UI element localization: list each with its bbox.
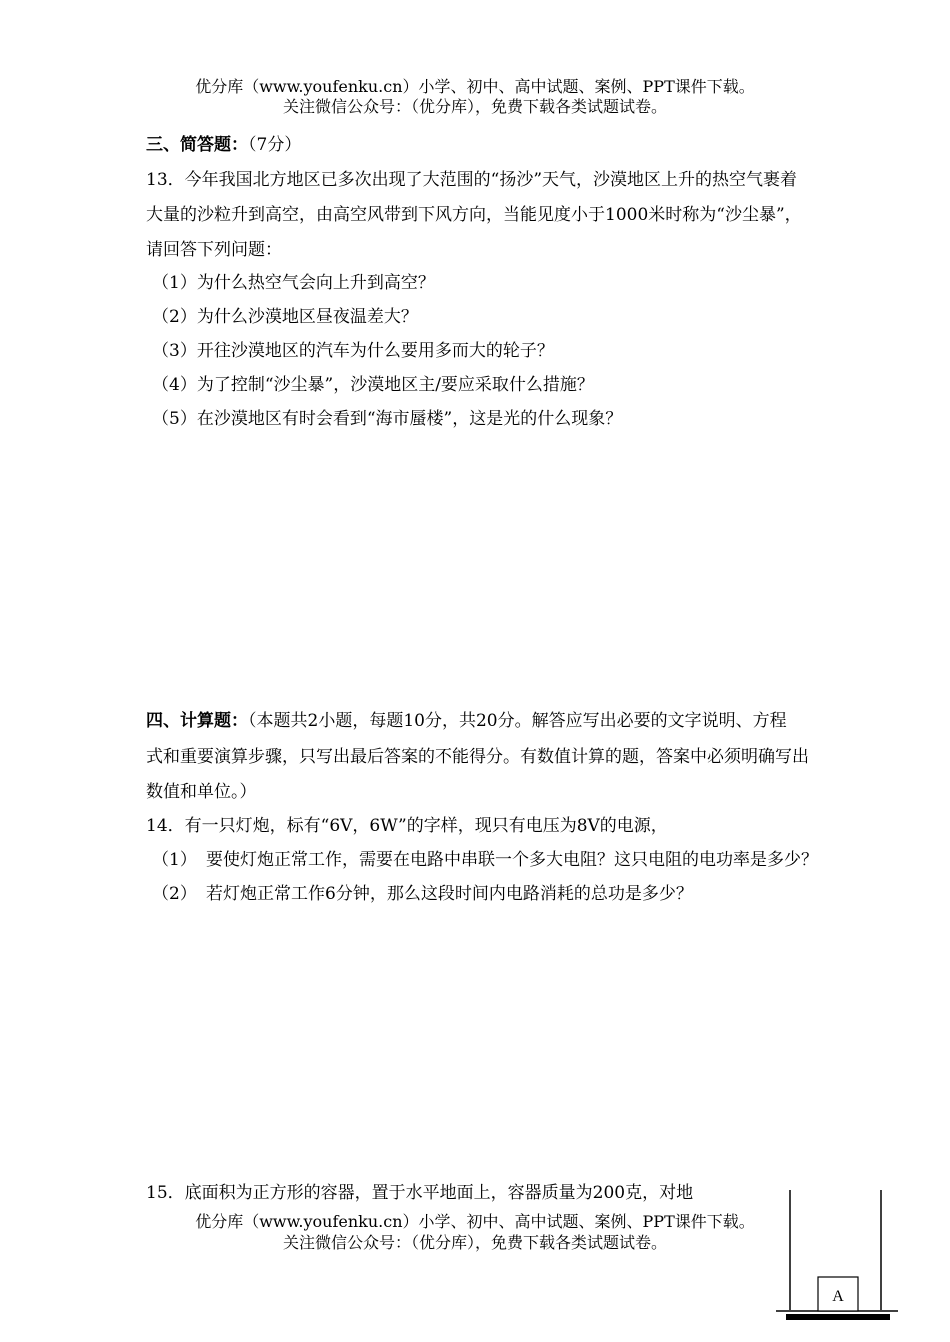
- q13-line-2: 大量的沙粒升到高空，由高空风带到下风方向，当能见度小于1000米时称为“沙尘暴”，: [146, 205, 802, 225]
- q14-part-2-text: 若灯炮正常工作6分钟，那么这段时间内电路消耗的总功是多少？: [206, 884, 693, 904]
- section-4-title: 四、计算题：: [146, 711, 248, 731]
- q14-part-1-number: （1）: [152, 850, 197, 870]
- section-3-title: 三、简答题：: [146, 135, 248, 155]
- q13-part-5: （5）在沙漠地区有时会看到“海市蜃楼”，这是光的什么现象？: [152, 409, 623, 429]
- ground: [786, 1314, 890, 1320]
- q14-part-2: [152, 883, 693, 905]
- header-line-2: 关注微信公众号：（优分库），免费下载各类试题试卷。: [282, 97, 667, 116]
- q14-stem: 14．有一只灯炮，标有“6V，6W”的字样，现只有电压为8V的电源，: [146, 816, 668, 836]
- section-3-points: （7分）: [248, 135, 302, 155]
- q13-line-3: 请回答下列问题：: [146, 240, 282, 260]
- footer-line-2: 关注微信公众号：（优分库），免费下载各类试题试卷。: [282, 1233, 667, 1252]
- section-4-instructions-3: 数值和单位。）: [146, 782, 257, 802]
- container-figure: [770, 1180, 950, 1342]
- q14-part-2-number: （2）: [152, 884, 197, 904]
- q14-part-1-text: 要使灯炮正常工作，需要在电路中串联一个多大电阻？这只电阻的电功率是多少？: [206, 850, 818, 870]
- q14-part-1: [152, 849, 818, 871]
- section-4-instructions-1: （本题共2小题，每题10分，共20分。解答应写出必要的文字说明、方程: [248, 711, 787, 731]
- section-4-heading: [146, 710, 787, 732]
- q15-stem: 15．底面积为正方形的容器，置于水平地面上，容器质量为200克，对地: [146, 1183, 694, 1203]
- q13-part-4: （4）为了控制“沙尘暴”，沙漠地区主/要应采取什么措施？: [152, 375, 594, 395]
- q13-part-3: （3）开往沙漠地区的汽车为什么要用多而大的轮子？: [152, 341, 554, 361]
- q13-part-1: （1）为什么热空气会向上升到高空？: [152, 273, 435, 293]
- header-line-1: 优分库（www.youfenku.cn）小学、初中、高中试题、案例、PPT课件下载。: [195, 77, 755, 96]
- section-3-heading: [146, 134, 301, 156]
- block-a-label: A: [832, 1288, 844, 1305]
- q13-part-2: （2）为什么沙漠地区昼夜温差大？: [152, 307, 418, 327]
- q13-line-1: 13．今年我国北方地区已多次出现了大范围的“扬沙”天气，沙漠地区上升的热空气裹着: [146, 170, 798, 190]
- footer-line-1: 优分库（www.youfenku.cn）小学、初中、高中试题、案例、PPT课件下载。: [195, 1212, 755, 1231]
- section-4-instructions-2: 式和重要演算步骤，只写出最后答案的不能得分。有数值计算的题，答案中必须明确写出: [146, 747, 809, 767]
